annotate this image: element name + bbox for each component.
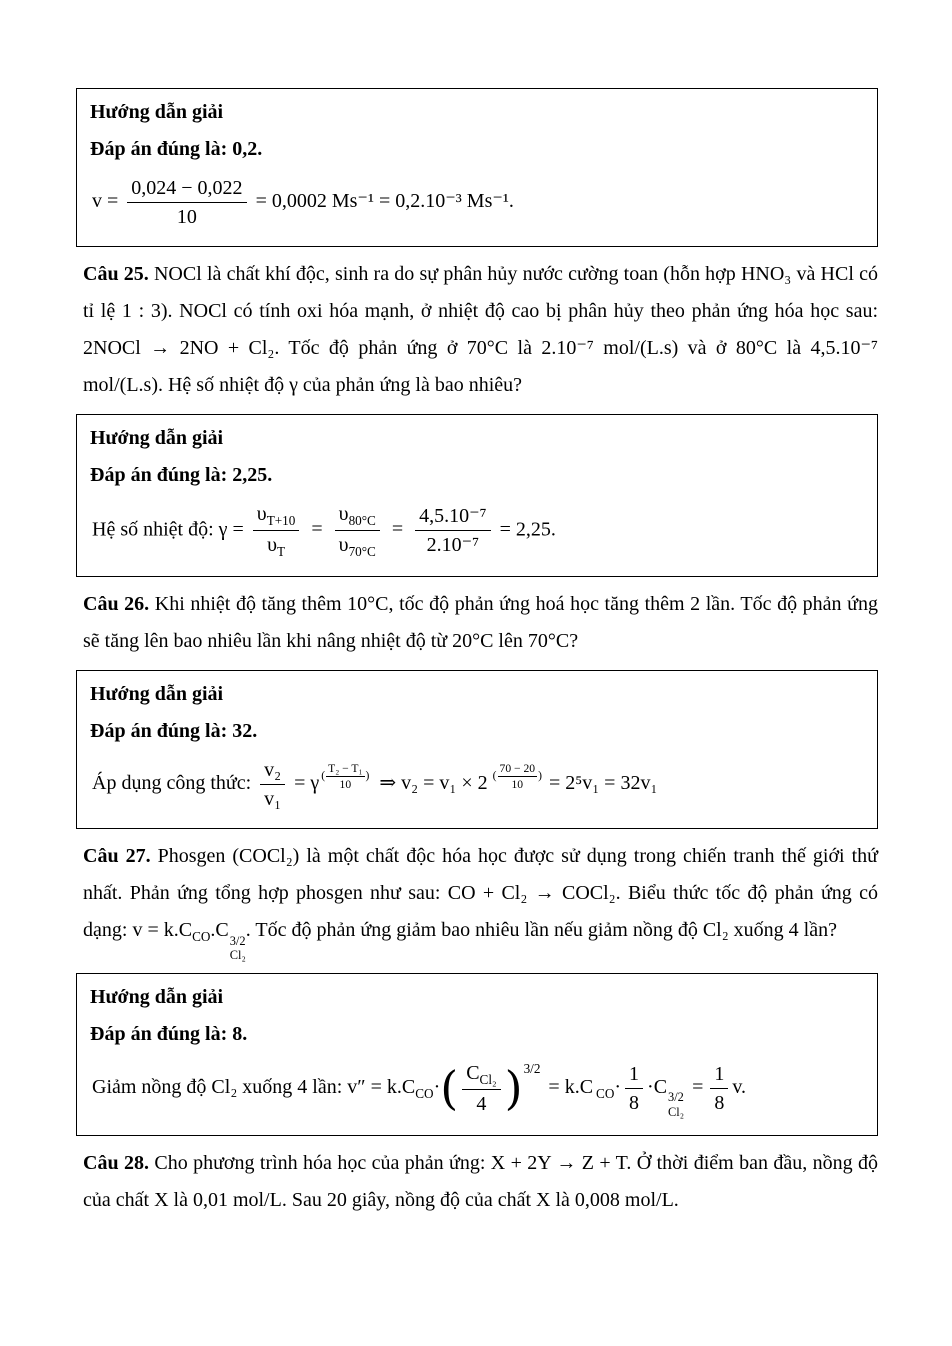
- fraction-denominator: 8: [714, 1091, 725, 1114]
- fraction: [625, 1061, 643, 1116]
- fraction: [415, 503, 491, 558]
- formula-lead: v =: [92, 190, 119, 213]
- fraction-numerator: 1: [625, 1061, 643, 1089]
- formula-lead: v = k.C: [132, 919, 193, 942]
- solution-answer: Đáp án đúng là: 32.: [90, 720, 258, 743]
- question-28: [83, 1145, 878, 1219]
- implies-expression: ⇒ v₂ = v₁ × 2: [379, 772, 488, 795]
- solution-box-24: [76, 88, 878, 247]
- multiply-dot: ·: [614, 1075, 622, 1098]
- fraction: [335, 501, 380, 560]
- solution-box-27: [76, 973, 878, 1136]
- subscript: T: [277, 544, 286, 560]
- question-text: NOCl là chất khí độc, sinh ra do sự phân hủy nước cường toan (hỗn hợp HNO₃ và HCl có tỉ lệ 1 : 3). NOCl có tính oxi hóa mạnh, ở nhiệt độ cao bị phân hủy theo phản ứng hóa học sau: 2NOCl → 2NO + Cl₂. Tốc độ phản ứng ở 70°C là 2.10⁻⁷ mol/(L.s) và ở 80°C là 4,5.10⁻⁷ mol/(L.s). Hệ số nhiệt độ γ của phản ứng là bao nhiêu?: [83, 263, 878, 396]
- fraction-denominator: [253, 531, 300, 560]
- concentration-symbol: C: [466, 1061, 480, 1084]
- solution-box-25: [76, 414, 878, 577]
- exponent-fraction: [493, 761, 542, 792]
- question-label: Câu 26.: [83, 593, 150, 616]
- fraction: [127, 175, 246, 230]
- paren-open: (: [321, 769, 326, 783]
- superscript: 3/2: [229, 933, 246, 948]
- subscript: Cl₂: [479, 1071, 497, 1087]
- fraction-denominator: 10: [511, 778, 524, 792]
- formula-lead: Giảm nồng độ Cl₂ xuống 4 lần: v″ = k.C: [92, 1075, 416, 1098]
- fraction-denominator: [335, 531, 380, 560]
- question-25: [83, 256, 878, 404]
- formula-tail: = 2⁵v₁ = 32v₁: [548, 772, 658, 795]
- fraction-numerator: v₂: [260, 757, 285, 785]
- solution-answer: Đáp án đúng là: 2,25.: [90, 464, 273, 486]
- equals-expression: = k.C: [548, 1075, 594, 1098]
- fraction-denominator: 4: [476, 1092, 487, 1115]
- fraction-denominator: v₁: [264, 788, 282, 811]
- paren-open: (: [440, 1060, 459, 1115]
- small-fraction: [326, 761, 364, 792]
- fraction: [253, 501, 300, 560]
- fraction-numerator: [335, 501, 380, 531]
- solution-title: Hướng dẫn giải: [90, 985, 224, 1008]
- subscript: 70°C: [348, 544, 376, 560]
- inline-formula: [132, 919, 246, 963]
- solution-formula: [92, 175, 864, 230]
- solution-answer: Đáp án đúng là: 0,2.: [90, 138, 263, 160]
- fraction-denominator: 2.10⁻⁷: [426, 534, 480, 557]
- question-text: Khi nhiệt độ tăng thêm 10°C, tốc độ phản ứng hoá học tăng thêm 2 lần. Tốc độ phản ứng sẽ tăng lên bao nhiêu lần khi nâng nhiệt độ từ 20°C lên 70°C?: [83, 593, 878, 653]
- paren-open: (: [492, 769, 497, 783]
- fraction-numerator: [253, 501, 300, 531]
- exponent: 3/2: [523, 1060, 541, 1076]
- question-label: Câu 28.: [83, 1151, 149, 1174]
- fraction-numerator: 4,5.10⁻⁷: [415, 503, 491, 531]
- formula-tail: = 2,25.: [499, 518, 556, 541]
- solution-title: Hướng dẫn giải: [90, 101, 224, 123]
- fraction-numerator: T₂ − T₁: [326, 761, 364, 777]
- paren-close: ): [365, 769, 370, 783]
- formula-mid: .C: [210, 919, 229, 942]
- solution-title: Hướng dẫn giải: [90, 683, 224, 706]
- subscript: Cl₂: [668, 1104, 685, 1119]
- solution-answer: Đáp án đúng là: 8.: [90, 1022, 248, 1045]
- solution-box-26: [76, 670, 878, 829]
- equals-sign: =: [391, 518, 404, 541]
- subscript: CO: [415, 1085, 434, 1101]
- exponent-fraction: [321, 761, 369, 792]
- question-26: [83, 586, 878, 660]
- solution-formula: [92, 501, 864, 560]
- question-label: Câu 27.: [83, 845, 151, 868]
- subscript: CO: [596, 1085, 615, 1101]
- formula-tail: = 0,0002 Ms⁻¹ = 0,2.10⁻³ Ms⁻¹.: [255, 190, 514, 213]
- formula-lead: Hệ số nhiệt độ: γ =: [92, 518, 244, 541]
- upsilon: υ: [338, 534, 349, 557]
- question-text: Cho phương trình hóa học của phản ứng: X + 2Y → Z + T. Ở thời điểm ban đầu, nồng độ của chất X là 0,01 mol/L. Sau 20 giây, nồng độ của chất X là 0,008 mol/L.: [83, 1151, 878, 1211]
- solution-formula: [92, 757, 864, 812]
- question-27: [83, 838, 878, 962]
- upsilon: υ: [267, 534, 277, 557]
- fraction-denominator: 10: [176, 206, 197, 228]
- fraction-numerator: 0,024 − 0,022: [127, 175, 246, 203]
- fraction-numerator: 1: [710, 1061, 728, 1089]
- multiply-dot: ·: [433, 1075, 441, 1098]
- paren-close: ): [538, 769, 542, 783]
- upsilon: υ: [338, 503, 349, 525]
- fraction: [462, 1060, 500, 1117]
- question-label: Câu 25.: [83, 263, 149, 285]
- fraction: [710, 1061, 728, 1116]
- formula-lead: Áp dụng công thức:: [92, 772, 252, 795]
- superscript: 3/2: [668, 1090, 684, 1105]
- equals-sign: =: [692, 1075, 704, 1098]
- upsilon: υ: [256, 503, 267, 525]
- subscript: CO: [192, 929, 211, 945]
- equals-gamma: = γ: [294, 772, 320, 795]
- question-text: . Tốc độ phản ứng giảm bao nhiêu lần nếu giảm nồng độ Cl₂ xuống 4 lần?: [245, 919, 837, 942]
- subscript: 80°C: [348, 513, 376, 528]
- formula-tail: v.: [732, 1075, 747, 1098]
- subscript: T+10: [266, 513, 296, 528]
- subscript: Cl₂: [229, 948, 246, 963]
- fraction: [260, 757, 285, 812]
- question-text: Phosgen (COCl₂) là một chất độc hóa học được sử dụng trong chiến tranh thế giới thứ nhất. Phản ứng tổng hợp phosgen như sau: CO + Cl₂ → COCl₂. Biểu thức tốc độ phản ứng có dạng:: [83, 845, 878, 942]
- solution-formula: [92, 1060, 864, 1119]
- paren-close: ): [504, 1060, 523, 1115]
- fraction-numerator: 70 − 20: [498, 761, 538, 777]
- equals-sign: =: [311, 518, 323, 541]
- solution-title: Hướng dẫn giải: [90, 427, 224, 449]
- super-sub-stack: [230, 934, 246, 963]
- formula-mid: ·C: [647, 1075, 668, 1098]
- fraction-denominator: 8: [629, 1091, 640, 1114]
- fraction-numerator: [462, 1060, 500, 1090]
- small-fraction: [498, 761, 538, 792]
- fraction-denominator: 10: [339, 778, 352, 792]
- super-sub-stack: [668, 1090, 684, 1119]
